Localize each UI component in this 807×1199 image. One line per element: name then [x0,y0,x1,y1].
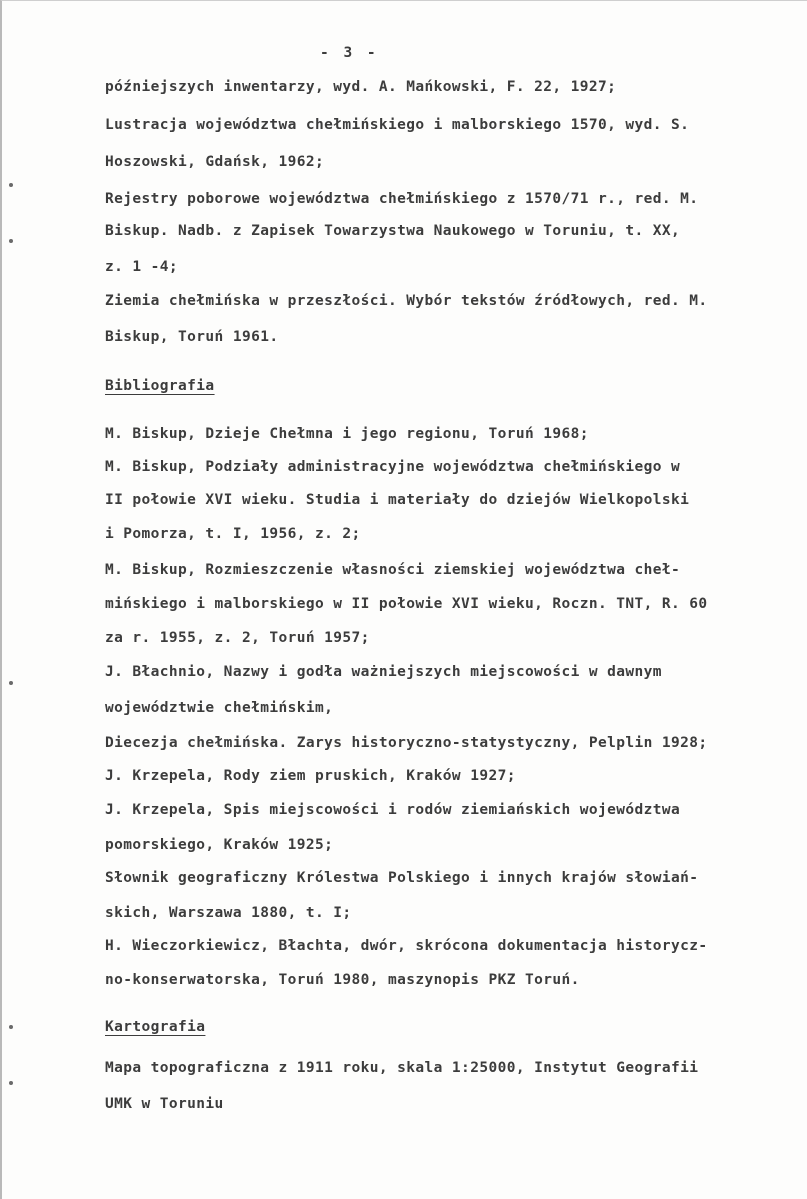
bibliography-entry-line: J. Błachnio, Nazwy i godła ważniejszych miejscowości w dawnym [105,664,662,680]
text-line: Ziemia chełmińska w przeszłości. Wybór tekstów źródłowych, red. M. [105,293,708,309]
page-number: - 3 - [320,45,379,61]
margin-mark [9,1081,13,1085]
section-heading-bibliografia: Bibliografia [105,378,215,394]
bibliography-entry-line: Słownik geograficzny Królestwa Polskiego i innych krajów słowiań- [105,870,699,886]
bibliography-entry-line: i Pomorza, t. I, 1956, z. 2; [105,526,361,542]
text-line: Rejestry poborowe województwa chełmińskiego z 1570/71 r., red. M. [105,191,699,207]
margin-mark [9,183,13,187]
bibliography-entry-line: pomorskiego, Kraków 1925; [105,837,334,853]
bibliography-entry-line: mińskiego i malborskiego w II połowie XVI wieku, Roczn. TNT, R. 60 [105,596,708,612]
bibliography-entry-line: II połowie XVI wieku. Studia i materiały do dziejów Wielkopolski [105,492,690,508]
bibliography-entry-line: Diecezja chełmińska. Zarys historyczno-statystyczny, Pelplin 1928; [105,735,708,751]
text-line: Hoszowski, Gdańsk, 1962; [105,154,325,170]
bibliography-entry-line: skich, Warszawa 1880, t. I; [105,905,352,921]
bibliography-entry-line: H. Wieczorkiewicz, Błachta, dwór, skrócona dokumentacja historycz- [105,938,708,954]
bibliography-entry-line: M. Biskup, Rozmieszczenie własności ziemskiej województwa cheł- [105,562,681,578]
margin-mark [9,681,13,685]
text-line: późniejszych inwentarzy, wyd. A. Mańkowski, F. 22, 1927; [105,79,617,95]
bibliography-entry-line: J. Krzepela, Rody ziem pruskich, Kraków 1927; [105,768,516,784]
bibliography-entry-line: za r. 1955, z. 2, Toruń 1957; [105,630,370,646]
text-line: Lustracja województwa chełmińskiego i malborskiego 1570, wyd. S. [105,117,690,133]
cartography-entry-line: UMK w Toruniu [105,1096,224,1112]
text-line: Biskup, Toruń 1961. [105,329,279,345]
bibliography-entry-line: M. Biskup, Podziały administracyjne województwa chełmińskiego w [105,459,681,475]
margin-mark [9,239,13,243]
bibliography-entry-line: no-konserwatorska, Toruń 1980, maszynopis PKZ Toruń. [105,972,580,988]
bibliography-entry-line: województwie chełmińskim, [105,700,334,716]
cartography-entry-line: Mapa topograficzna z 1911 roku, skala 1:25000, Instytut Geografii [105,1060,699,1076]
text-line: Biskup. Nadb. z Zapisek Towarzystwa Naukowego w Toruniu, t. XX, [105,223,681,239]
margin-mark [9,1025,13,1029]
bibliography-entry-line: J. Krzepela, Spis miejscowości i rodów ziemiańskich województwa [105,802,681,818]
section-heading-kartografia: Kartografia [105,1019,206,1035]
bibliography-entry-line: M. Biskup, Dzieje Chełmna i jego regionu, Toruń 1968; [105,426,589,442]
text-line: z. 1 -4; [105,259,179,275]
